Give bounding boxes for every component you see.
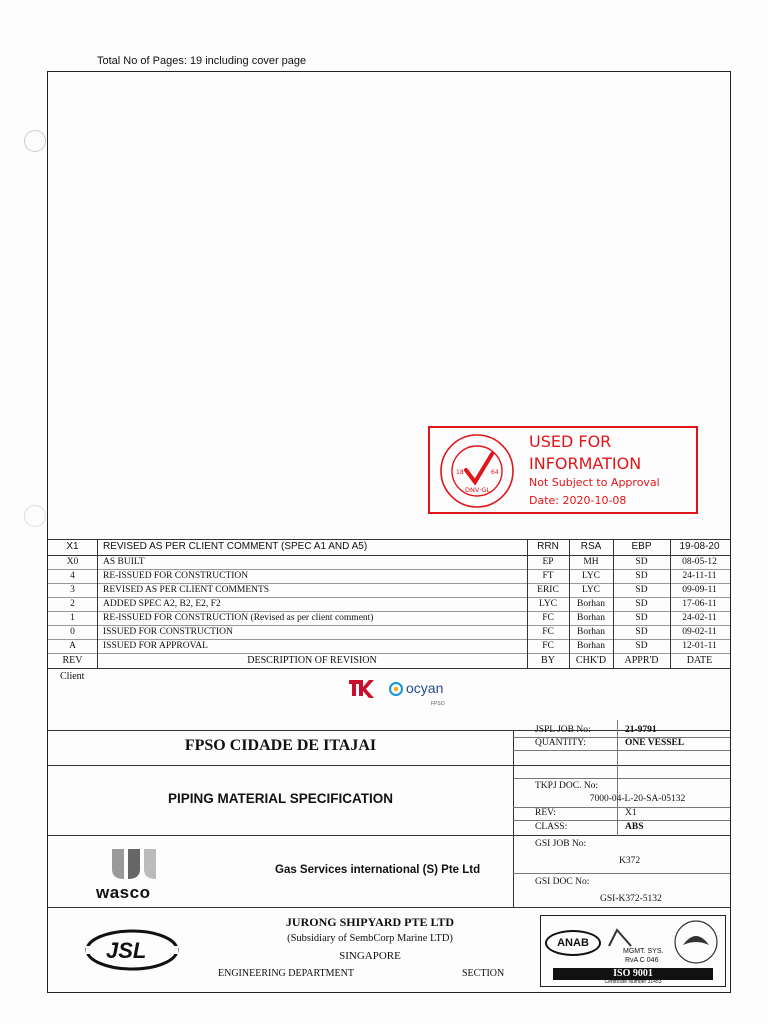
- jsl-logo: [84, 928, 180, 972]
- wasco-logo-icon: [108, 845, 164, 883]
- rev-cell-date: 19-08-20: [679, 541, 720, 552]
- gsi-doc-value: GSI-K372-5132: [600, 894, 662, 904]
- rev-cell-by: RRN: [537, 541, 559, 552]
- ocyan-logo-icon: [389, 682, 403, 696]
- rev-cell-date: 24-02-11: [682, 613, 717, 623]
- dnv-year-left: 18: [456, 469, 464, 476]
- rev-cell-chkd: LYC: [581, 585, 601, 595]
- tk-logo-icon: [349, 680, 375, 700]
- rev-cell-chkd: MH: [583, 557, 599, 567]
- class-value: ABS: [625, 822, 644, 832]
- rev-cell-date: 24-11-11: [682, 571, 717, 581]
- rev-cell-apprd: SD: [635, 585, 648, 595]
- rev-cell-desc: RE-ISSUED FOR CONSTRUCTION (Revised as per client comment): [103, 613, 374, 623]
- rev-cell-by: FC: [542, 627, 554, 637]
- total-pages-note: Total No of Pages: 19 including cover page: [97, 55, 307, 67]
- rev-header-chkd: CHK'D: [575, 655, 607, 666]
- tkpj-doc-value: 7000-04-L-20-SA-05132: [589, 794, 686, 804]
- class-label: CLASS:: [535, 822, 568, 832]
- rev-header-desc: DESCRIPTION OF REVISION: [247, 655, 377, 666]
- rev-cell-desc: REVISED AS PER CLIENT COMMENTS: [103, 585, 270, 595]
- rev-cell-apprd: EBP: [631, 541, 652, 552]
- dnv-gl-logo: [438, 432, 516, 510]
- project-title: FPSO CIDADE DE ITAJAI: [184, 737, 377, 754]
- shipyard-subsidiary: (Subsidiary of SembCorp Marine LTD): [287, 933, 453, 944]
- rev-cell-chkd: Borhan: [577, 627, 605, 637]
- rev-cell-rev: A: [69, 641, 76, 651]
- client-logo: [343, 676, 453, 710]
- rev-cell-desc: REVISED AS PER CLIENT COMMENT (SPEC A1 AND A5): [103, 541, 368, 552]
- rev-cell-by: FT: [542, 571, 554, 581]
- used-for-information-stamp: [428, 426, 698, 514]
- rev-cell-date: 17-06-11: [682, 599, 717, 609]
- rev-cell-by: FC: [542, 613, 554, 623]
- jsl-logo-icon: [84, 928, 180, 972]
- wasco-logo: [88, 845, 184, 905]
- gsi-doc-label: GSI DOC No:: [535, 877, 590, 887]
- rev-header-by: BY: [541, 655, 555, 666]
- iso-9001-badge: ISO 9001: [553, 968, 713, 980]
- jspl-job-value: 21-9791: [625, 725, 657, 735]
- rev-cell-chkd: LYC: [581, 571, 601, 581]
- tkpj-doc-label: TKPJ DOC. No:: [535, 781, 599, 791]
- engineering-department: ENGINEERING DEPARTMENT: [218, 968, 354, 979]
- rev-cell-desc: ISSUED FOR CONSTRUCTION: [103, 627, 233, 637]
- dnv-year-right: 64: [491, 469, 499, 476]
- rev-cell-apprd: SD: [635, 627, 648, 637]
- rev-cell-rev: 4: [70, 571, 75, 581]
- mgmt-sys-line2: RvA C 046: [625, 957, 659, 964]
- stamp-line-2: INFORMATION: [529, 454, 642, 473]
- wasco-logo-text: wasco: [96, 883, 151, 902]
- rev-cell-apprd: SD: [635, 613, 648, 623]
- rev-cell-rev: 2: [70, 599, 75, 609]
- rev-label: REV:: [535, 808, 556, 818]
- rev-cell-chkd: Borhan: [577, 599, 605, 609]
- punch-hole-mark: [24, 130, 46, 152]
- ocyan-logo-text: ocyan: [406, 680, 444, 696]
- rev-cell-apprd: SD: [635, 571, 648, 581]
- fpso-logo-text: FPSO: [431, 701, 445, 707]
- section-label: SECTION: [462, 968, 505, 979]
- rev-cell-apprd: SD: [635, 557, 648, 567]
- mgmt-sys-line1: MGMT. SYS.: [623, 948, 664, 955]
- stamp-line-1: USED FOR: [529, 432, 612, 451]
- shipyard-country: SINGAPORE: [339, 950, 401, 962]
- rev-cell-date: 09-09-11: [682, 585, 717, 595]
- rev-cell-date: 08-05-12: [682, 557, 717, 567]
- client-label: Client: [60, 671, 85, 682]
- rev-cell-chkd: Borhan: [577, 613, 605, 623]
- rev-cell-rev: X1: [66, 541, 79, 552]
- contractor-name: Gas Services international (S) Pte Ltd: [275, 864, 481, 876]
- jspl-job-label: JSPL JOB No:: [535, 725, 591, 735]
- dnv-logo-name: DNV·GL: [465, 486, 491, 494]
- rev-cell-by: ERIC: [537, 585, 559, 595]
- rev-header-apprd: APPR'D: [624, 655, 659, 666]
- rev-cell-chkd: RSA: [580, 541, 602, 552]
- gsi-job-label: GSI JOB No:: [535, 839, 587, 849]
- rva-logo-icon: [605, 926, 635, 950]
- jsl-logo-text: JSL: [106, 938, 147, 963]
- rev-cell-rev: 1: [70, 613, 75, 623]
- rev-header-date: DATE: [686, 655, 713, 666]
- eagle-seal-icon: [673, 919, 719, 965]
- rev-cell-rev: 0: [70, 627, 75, 637]
- rev-cell-by: FC: [542, 641, 554, 651]
- rev-cell-apprd: SD: [635, 599, 648, 609]
- punch-hole-mark: [24, 505, 46, 527]
- rev-cell-chkd: Borhan: [577, 641, 605, 651]
- quantity-label: QUANTITY:: [535, 738, 586, 748]
- rev-cell-desc: ISSUED FOR APPROVAL: [103, 641, 208, 651]
- rev-cell-rev: X0: [66, 557, 79, 567]
- rev-cell-desc: RE-ISSUED FOR CONSTRUCTION: [103, 571, 249, 581]
- rev-cell-by: EP: [542, 557, 554, 567]
- rev-cell-by: LYC: [538, 599, 558, 609]
- gsi-job-value: K372: [619, 856, 641, 866]
- certification-block: [540, 915, 726, 987]
- anab-logo-text: ANAB: [557, 937, 589, 949]
- stamp-line-4: Date: 2020-10-08: [529, 494, 627, 507]
- rev-cell-rev: 3: [70, 585, 75, 595]
- rev-value: X1: [625, 808, 637, 818]
- stamp-line-3: Not Subject to Approval: [529, 476, 660, 489]
- rev-cell-desc: AS BUILT: [103, 557, 145, 567]
- certificate-number: Certificate Number 31453: [604, 979, 662, 985]
- rev-cell-date: 09-02-11: [682, 627, 717, 637]
- document-title: PIPING MATERIAL SPECIFICATION: [167, 791, 393, 806]
- anab-logo: [545, 930, 601, 956]
- rev-header-rev: REV: [62, 655, 83, 666]
- rev-cell-date: 12-01-11: [682, 641, 717, 651]
- shipyard-name: JURONG SHIPYARD PTE LTD: [285, 915, 455, 929]
- quantity-value: ONE VESSEL: [625, 738, 685, 748]
- rev-cell-desc: ADDED SPEC A2, B2, E2, F2: [103, 599, 221, 609]
- rev-cell-apprd: SD: [635, 641, 648, 651]
